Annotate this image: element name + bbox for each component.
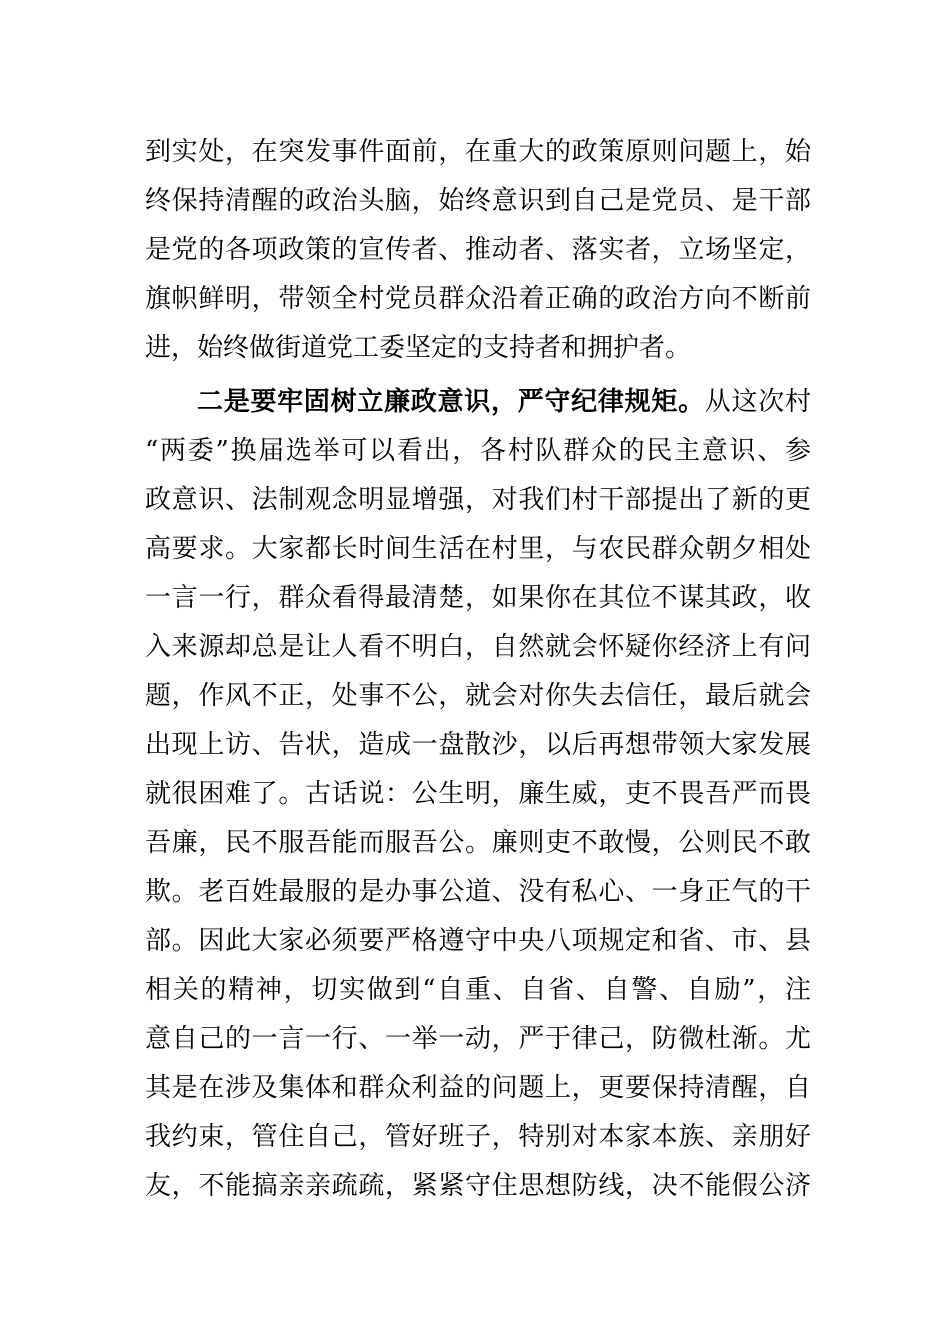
text-line: 旗帜鲜明，带领全村党员群众沿着正确的政治方向不断前 [145,284,811,314]
paragraph-1 [145,128,811,373]
text-line: 一言一行，群众看得最清楚，如果你在其位不谋其政，收 [145,583,811,613]
text-line: 政意识、法制观念明显增强，对我们村干部提出了新的更 [145,485,811,515]
text-line: 是党的各项政策的宣传者、推动者、落实者，立场坚定， [145,235,811,265]
text-line: 入来源却总是让人看不明白，自然就会怀疑你经济上有问 [145,632,811,662]
text-line: 相关的精神，切实做到“自重、自省、自警、自励”，注 [145,975,811,1005]
text-line: 其是在涉及集体和群众利益的问题上，更要保持清醒，自 [145,1073,811,1103]
text-line: 到实处，在突发事件面前，在重大的政策原则问题上，始 [145,137,811,167]
text-line: 进，始终做街道党工委坚定的支持者和拥护者。 [145,333,692,363]
text-line: 我约束，管住自己，管好班子，特别对本家本族、亲朋好 [145,1122,811,1152]
text-line: 就很困难了。古话说：公生明，廉生威，吏不畏吾严而畏 [145,779,811,809]
text-line: 吾廉，民不服吾能而服吾公。廉则吏不敢慢，公则民不敢 [145,828,811,858]
text-run: 从这次村 [704,387,811,417]
text-line: 部。因此大家必须要严格遵守中央八项规定和省、市、县 [145,926,811,956]
paragraph-first-line [145,378,811,427]
text-line: 高要求。大家都长时间生活在村里，与农民群众朝夕相处 [145,534,811,564]
text-line: “两委”换届选举可以看出，各村队群众的民主意识、参 [145,436,811,466]
paragraph-2 [145,378,811,1211]
text-line: 题，作风不正，处事不公，就会对你失去信任，最后就会 [145,681,811,711]
text-line: 友，不能搞亲亲疏疏，紧紧守住思想防线，决不能假公济 [145,1171,811,1201]
text-line: 终保持清醒的政治头脑，始终意识到自己是党员、是干部 [145,186,811,216]
text-line: 出现上访、告状，造成一盘散沙，以后再想带领大家发展 [145,730,811,760]
text-line: 欺。老百姓最服的是办事公道、没有私心、一身正气的干 [145,877,811,907]
text-line: 意自己的一言一行、一举一动，严于律己，防微杜渐。尤 [145,1024,811,1054]
paragraph-heading: 二是要牢固树立廉政意识，严守纪律规矩。 [197,387,705,417]
